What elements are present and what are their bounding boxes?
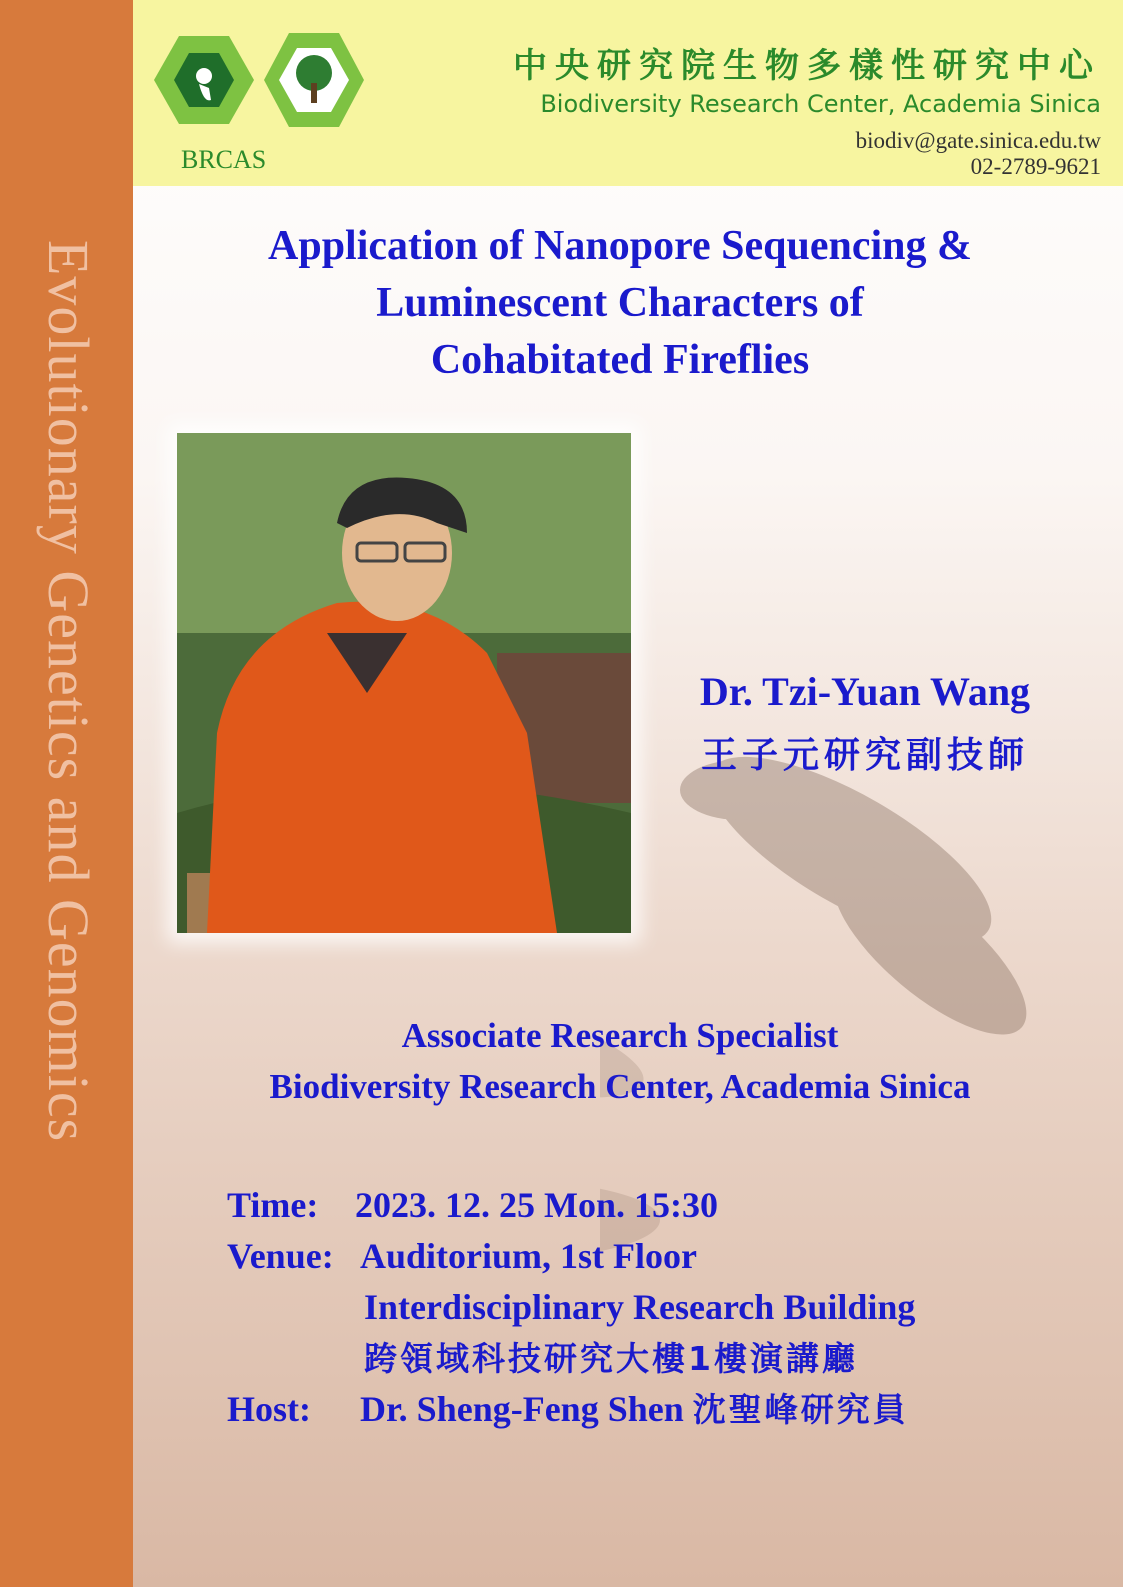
event-details — [227, 1180, 915, 1435]
host-label: Host: — [227, 1389, 311, 1429]
host-name-en: Dr. Sheng-Feng Shen — [360, 1389, 684, 1429]
speaker-name-cn: 王子元研究副技師 — [700, 735, 1029, 776]
header-banner — [133, 0, 1123, 186]
side-band — [0, 0, 133, 1587]
host-name-cn: 沈聖峰研究員 — [692, 1390, 909, 1429]
time-value: 2023. 12. 25 Mon. 15:30 — [355, 1185, 718, 1225]
venue-line-3: 跨領域科技研究大樓1樓演講廳 — [364, 1339, 858, 1378]
venue-row-3 — [227, 1333, 915, 1384]
time-label: Time: — [227, 1185, 319, 1225]
time-row — [227, 1180, 915, 1231]
speaker-photo — [177, 433, 631, 933]
contact-info — [856, 128, 1101, 180]
center-name-cn: 中央研究院生物多樣性研究中心 — [513, 46, 1101, 86]
title-line-3: Cohabitated Fireflies — [430, 337, 810, 383]
email-text[interactable]: biodiv@gate.sinica.edu.tw — [855, 128, 1101, 153]
venue-line-1: Auditorium, 1st Floor — [360, 1236, 697, 1276]
title-line-1: Application of Nanopore Sequencing & — [268, 223, 972, 269]
speaker-name-en: Dr. Tzi-Yuan Wang — [699, 669, 1031, 714]
venue-line-2: Interdisciplinary Research Building — [364, 1287, 916, 1327]
speaker-affiliation — [180, 1010, 1060, 1112]
series-label: Evolutionary Genetics and Genomics — [36, 240, 101, 1143]
venue-row — [227, 1231, 915, 1282]
host-row — [227, 1384, 915, 1435]
center-name-en: Biodiversity Research Center, Academia Sinica — [540, 90, 1101, 118]
brcas-logo — [149, 28, 369, 178]
svg-text:BRCAS: BRCAS — [181, 145, 267, 174]
speaker-institution: Biodiversity Research Center, Academia Sinica — [269, 1067, 971, 1106]
venue-label: Venue: — [227, 1236, 334, 1276]
venue-row-2 — [227, 1282, 915, 1333]
title-line-2: Luminescent Characters of — [376, 280, 864, 326]
talk-title — [180, 218, 1060, 389]
phone-text: 02-2789-9621 — [970, 154, 1101, 179]
speaker-position: Associate Research Specialist — [401, 1016, 839, 1055]
